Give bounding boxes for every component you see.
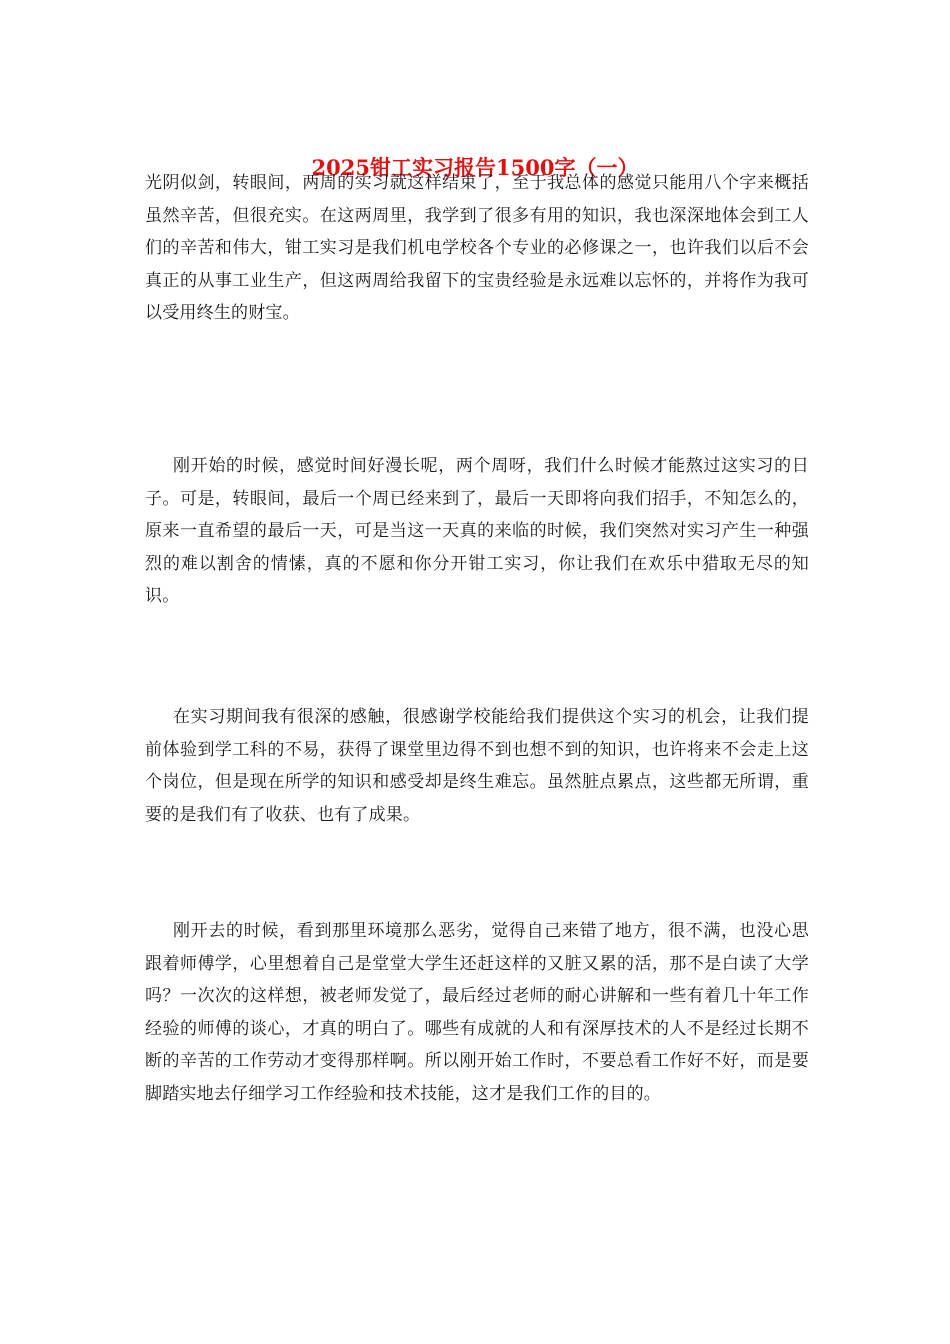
document-title: 2025钳工实习报告1500字（一） <box>311 155 639 180</box>
paragraph-2: 刚开始的时候，感觉时间好漫长呢，两个周呀，我们什么时候才能熬过这实习的日子。可是，转眼间，最后一个周已经来到了，最后一天即将向我们招手，不知怎么的，原来一直希望的最后一天，可是当这一天真的来临的时候，我们突然对实习产生一种强烈的难以割舍的情愫，真的不愿和你分开钳工实习，你让我们在欢乐中猎取无尽的知识。 <box>145 456 809 607</box>
paragraph-4: 刚开去的时候，看到那里环境那么恶劣，觉得自己来错了地方，很不满，也没心思跟着师傅学，心里想着自己是堂堂大学生还赶这样的又脏又累的活，那不是白读了大学吗？一次次的这样想，被老师发觉了，最后经过老师的耐心讲解和一些有着几十年工作经验的师傅的谈心，才真的明白了。哪些有成就的人和有深厚技术的人不是经过长期不断的辛苦的工作劳动才变得那样啊。所以刚开始工作时，不要总看工作好不好，而是要脚踏实地去仔细学习工作经验和技术技能，这才是我们工作的目的。 <box>145 921 809 1104</box>
paragraph-1: 光阴似剑，转眼间，两周的实习就这样结束了，至于我总体的感觉只能用八个字来概括虽然辛苦，但很充实。在这两周里，我学到了很多有用的知识，我也深深地体会到工人们的辛苦和伟大，钳工实习是我们机电学校各个专业的必修课之一，也许我们以后不会真正的从事工业生产，但这两周给我留下的宝贵经验是永远难以忘怀的，并将作为我可以受用终生的财宝。 <box>145 173 809 324</box>
paragraph-3: 在实习期间我有很深的感触，很感谢学校能给我们提供这个实习的机会，让我们提前体验到学工科的不易，获得了课堂里边得不到也想不到的知识，也许将来不会走上这个岗位，但是现在所学的知识和感受却是终生难忘。虽然脏点累点，这些都无所谓，重要的是我们有了收获、也有了成果。 <box>145 707 809 825</box>
